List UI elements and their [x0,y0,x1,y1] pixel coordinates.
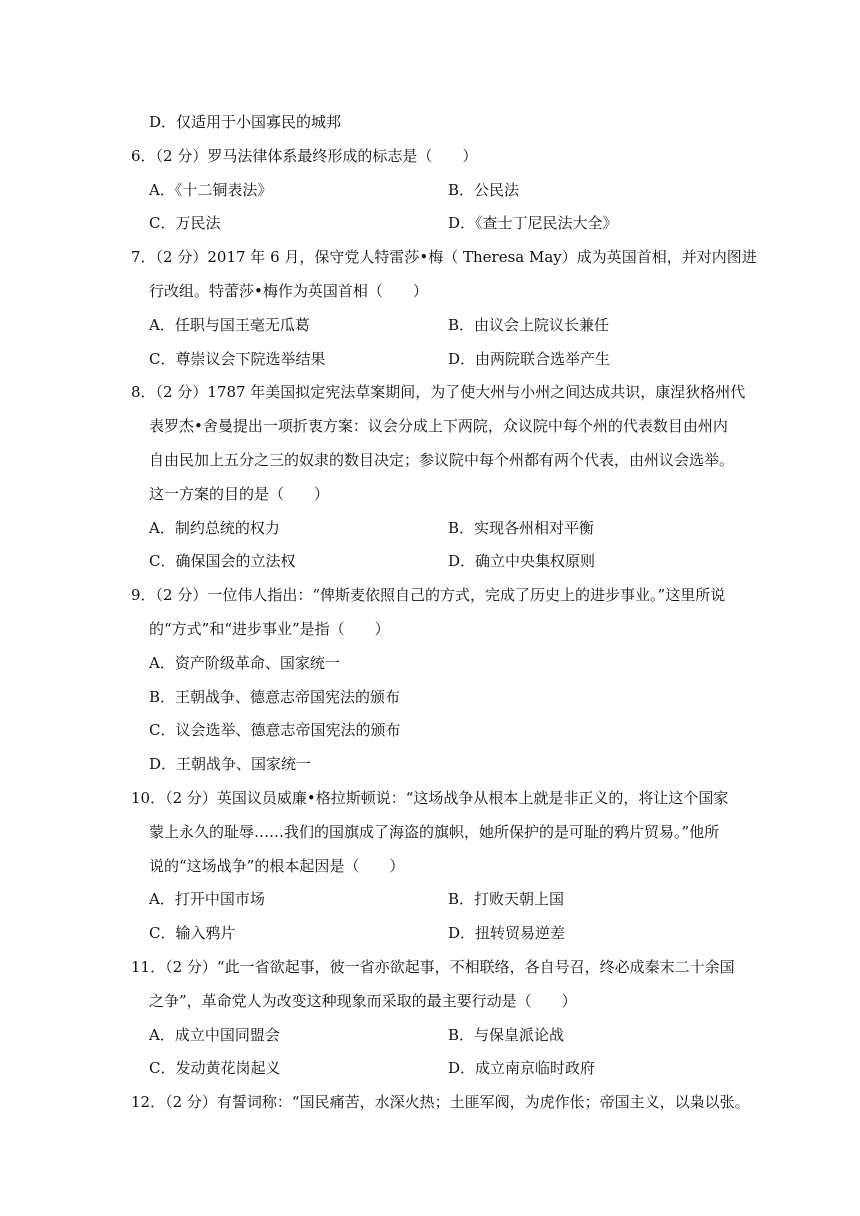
question-stem: 7．（2 分）2017 年 6 月，保守党人特雷莎•梅（ Theresa May）成为英国首相，并对内图进 [131,248,757,266]
question-stem: 8．（2 分）1787 年美国拟定宪法草案期间，为了使大州与小州之间达成共识，康涅狄格州代 [131,383,746,401]
answer-option: C．确保国会的立法权 [149,552,296,570]
answer-option: D．王朝战争、国家统一 [149,755,312,773]
answer-option: C．万民法 [149,214,221,232]
answer-option: C．议会选举、德意志帝国宪法的颁布 [149,721,401,739]
answer-option: B．打败天朝上国 [448,890,565,908]
answer-option: B．实现各州相对平衡 [448,519,595,537]
answer-option: A．任职与国王毫无瓜葛 [149,316,310,334]
answer-option: D．仅适用于小国寡民的城邦 [149,113,342,131]
answer-option: A．制约总统的权力 [149,519,280,537]
answer-option: D．确立中央集权原则 [448,552,596,570]
answer-option: D．由两院联合选举产生 [448,350,611,368]
question-stem-continued: 表罗杰•舍曼提出一项折衷方案：议会分成上下两院，众议院中每个州的代表数目由州内 [149,417,728,435]
question-stem-continued: 自由民加上五分之三的奴隶的数目决定；参议院中每个州都有两个代表，由州议会选举。 [149,451,735,469]
answer-option: B．公民法 [448,181,520,199]
answer-option: C．输入鸦片 [149,924,236,942]
answer-option: B．与保皇派论战 [448,1026,565,1044]
answer-option: D．《查士丁尼民法大全》 [448,214,618,232]
question-stem: 11．（2 分）“此一省欲起事，彼一省亦欲起事，不相联络，各自号召，终必成秦末二十余国 [131,958,735,976]
answer-option: A．《十二铜表法》 [149,181,273,199]
answer-option: C．尊崇议会下院选举结果 [149,350,326,368]
question-stem: 6．（2 分）罗马法律体系最终形成的标志是（ ） [131,147,478,165]
answer-option: B．由议会上院议长兼任 [448,316,610,334]
answer-option: B．王朝战争、德意志帝国宪法的颁布 [149,688,401,706]
question-stem: 10．（2 分）英国议员威廉•格拉斯顿说：“这场战争从根本上就是非正义的，将让这个国家 [131,789,729,807]
answer-option: A．成立中国同盟会 [149,1026,280,1044]
question-stem: 12．（2 分）有誓词称：“国民痛苦，水深火热；土匪军阀，为虎作伥；帝国主义，以枭以张。 [131,1093,750,1111]
question-stem-continued: 说的“这场战争”的根本起因是（ ） [149,857,405,875]
answer-option: C．发动黄花岗起义 [149,1059,281,1077]
question-stem-continued: 蒙上永久的耻辱……我们的国旗成了海盗的旗帜，她所保护的是可耻的鸦片贸易。”他所 [149,823,720,841]
answer-option: A．资产阶级革命、国家统一 [149,654,340,672]
question-stem-continued: 行改组。特蕾莎•梅作为英国首相（ ） [149,282,428,300]
answer-option: D．成立南京临时政府 [448,1059,596,1077]
answer-option: D．扭转贸易逆差 [448,924,566,942]
answer-option: A．打开中国市场 [149,890,265,908]
question-stem-continued: 的“方式”和“进步事业”是指（ ） [149,620,390,638]
question-stem: 9．（2 分）一位伟人指出：“俾斯麦依照自己的方式，完成了历史上的进步事业。”这里所说 [131,586,726,604]
question-stem-continued: 之争”，革命党人为改变这种现象而采取的最主要行动是（ ） [149,992,577,1010]
question-stem-continued: 这一方案的目的是（ ） [149,485,330,503]
